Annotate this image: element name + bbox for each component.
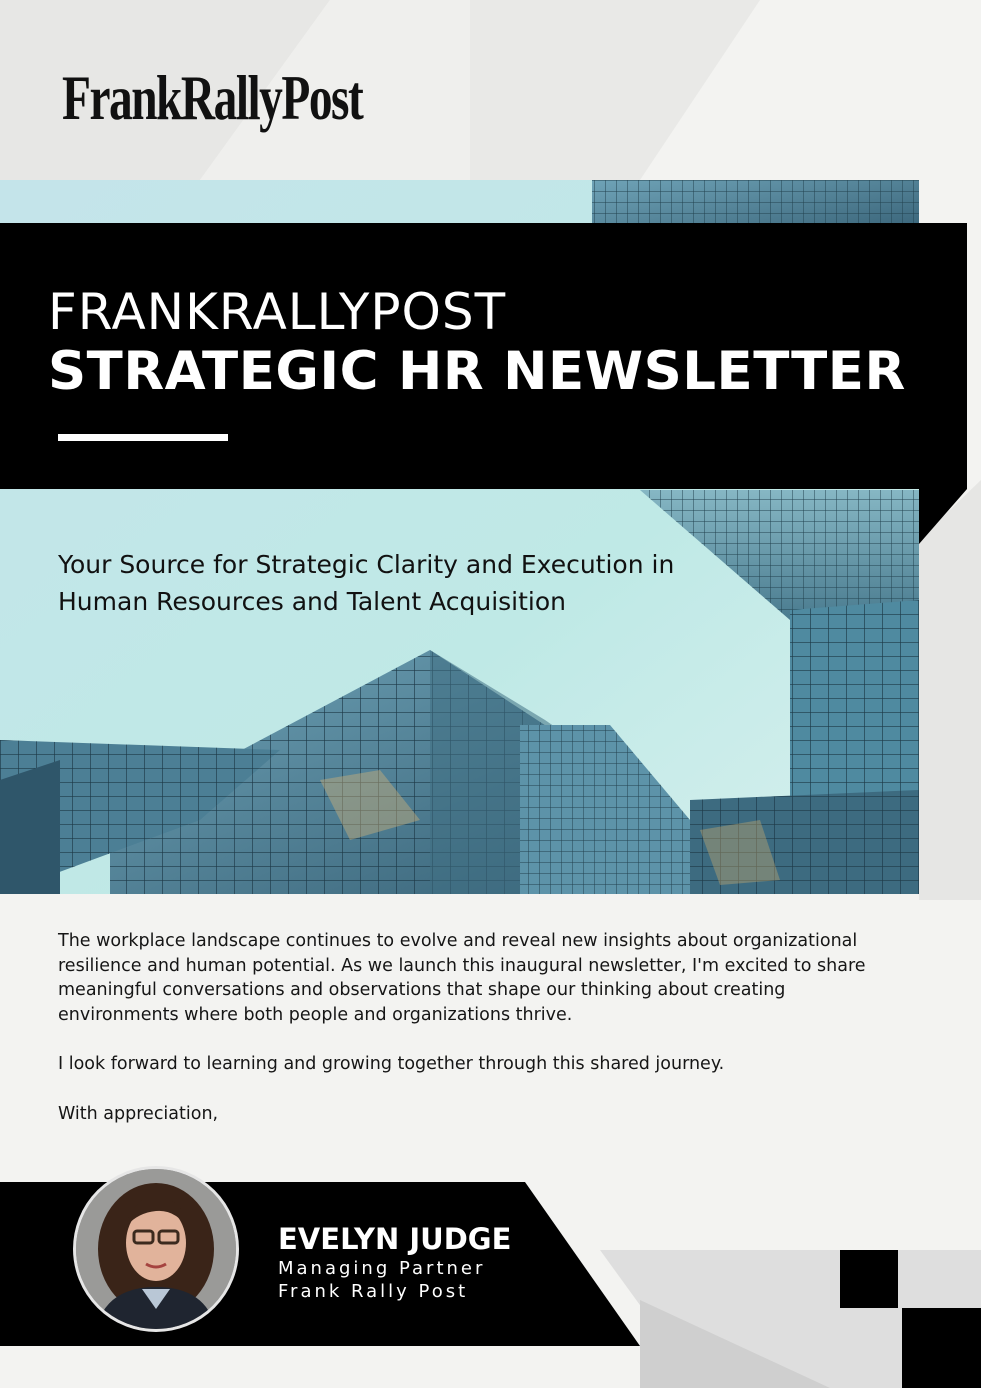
corner-square-decoration [902,1308,981,1388]
intro-paragraph-2: I look forward to learning and growing together through this shared journey. [58,1054,725,1074]
publication-logo: FrankRallyPost [62,62,363,133]
author-organization: Frank Rally Post [278,1281,469,1302]
tagline: Your Source for Strategic Clarity and Execution in Human Resources and Talent Acquisition [58,550,675,616]
author-avatar [73,1166,239,1332]
title-band-tail [919,489,967,544]
newsletter-title: STRATEGIC HR NEWSLETTER [48,341,906,402]
title-underline [58,434,228,441]
intro-letter [58,929,908,1151]
author-name: EVELYN JUDGE [278,1222,512,1256]
corner-square-decoration [840,1250,898,1308]
newsletter-brand: FRANKRALLYPOST [48,283,507,341]
author-role: Managing Partner [278,1258,486,1279]
intro-paragraph: The workplace landscape continues to evolve and reveal new insights about organizational resilience and human potential. As we launch this inaugural newsletter, I'm excited to share meaningful conversations and observations that shape our thinking about creating environments where both people and organizations thrive. [58,931,866,1025]
closing-line: With appreciation, [58,1103,219,1124]
